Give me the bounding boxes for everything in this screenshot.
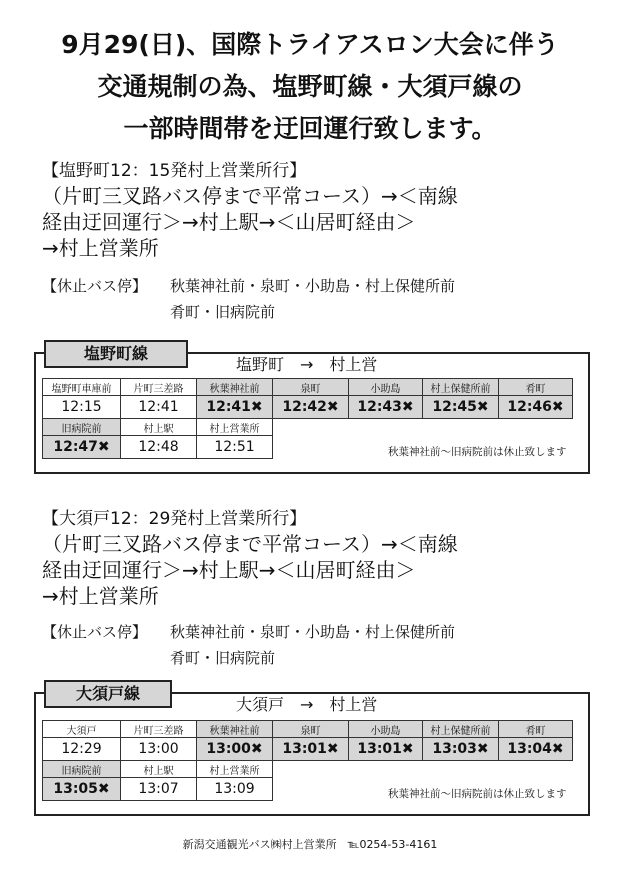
timetable-note: 秋葉神社前～旧病院前は休止致します [388, 787, 567, 800]
stop-name: 泉町 [273, 379, 349, 396]
cancel-icon: ✖ [326, 399, 339, 415]
stop-name: 肴町 [499, 379, 573, 396]
cancel-icon: ✖ [97, 781, 110, 797]
cancel-icon: ✖ [551, 399, 564, 415]
table-row [43, 721, 573, 738]
departure-time: 13:03✖ [423, 738, 499, 761]
departure-time: 12:41✖ [197, 396, 273, 419]
departure-time: 13:00✖ [197, 738, 273, 761]
departure-time: 12:29 [43, 738, 121, 761]
section-2-suspended-label: 【休止バス停】 [42, 623, 148, 641]
cancel-icon: ✖ [401, 741, 414, 757]
departure-time: 12:15 [43, 396, 121, 419]
stop-name: 小助島 [349, 379, 423, 396]
departure-time: 13:05✖ [43, 778, 121, 801]
section-1-route-line-2: 経由迂回運行＞→村上駅→＜山居町経由＞ [42, 210, 416, 234]
stop-name: 村上駅 [121, 419, 197, 436]
departure-time: 13:04✖ [499, 738, 573, 761]
stop-name: 片町三差路 [121, 379, 197, 396]
section-1-route-line-3: →村上営業所 [42, 236, 159, 260]
departure-time: 12:51 [197, 436, 273, 459]
stop-name: 片町三差路 [121, 721, 197, 738]
stop-name: 肴町 [499, 721, 573, 738]
stop-name: 旧病院前 [43, 761, 121, 778]
section-2-line-name: 大須戸線 [44, 680, 172, 708]
headline-line-1: 9月29(日)、国際トライアスロン大会に伴う [61, 30, 559, 59]
departure-time: 13:07 [121, 778, 197, 801]
departure-time: 12:48 [121, 436, 197, 459]
section-1-line-name: 塩野町線 [44, 340, 188, 368]
section-2-suspended-stops-1: 秋葉神社前・泉町・小助島・村上保健所前 [170, 623, 456, 641]
headline-line-3: 一部時間帯を迂回運行致します。 [123, 114, 497, 143]
table-row [43, 738, 573, 761]
table-row [43, 778, 573, 801]
departure-time: 12:43✖ [349, 396, 423, 419]
stop-name: 旧病院前 [43, 419, 121, 436]
cancel-icon: ✖ [250, 741, 263, 757]
section-1-suspended-label: 【休止バス停】 [42, 277, 148, 295]
section-1-suspended-stops-2: 肴町・旧病院前 [170, 303, 276, 321]
section-2-timetable [42, 720, 573, 801]
cancel-icon: ✖ [551, 741, 564, 757]
section-1-title: 【塩野町12：15発村上営業所行】 [42, 161, 307, 181]
cancel-icon: ✖ [401, 399, 414, 415]
section-1-direction: 塩野町 → 村上営 [236, 355, 378, 374]
departure-time: 13:01✖ [273, 738, 349, 761]
table-row [43, 419, 573, 436]
departure-time: 13:01✖ [349, 738, 423, 761]
stop-name: 村上保健所前 [423, 721, 499, 738]
section-1-timetable [42, 378, 573, 459]
empty-cell [273, 761, 573, 778]
stop-name: 秋葉神社前 [197, 721, 273, 738]
stop-name: 村上営業所 [197, 761, 273, 778]
cancel-icon: ✖ [97, 439, 110, 455]
table-row [43, 396, 573, 419]
departure-time: 12:42✖ [273, 396, 349, 419]
headline-line-2: 交通規制の為、塩野町線・大須戸線の [97, 72, 523, 101]
stop-name: 塩野町車庫前 [43, 379, 121, 396]
section-2-route-line-1: （片町三叉路バス停まで平常コース）→＜南線 [42, 532, 458, 556]
stop-name: 泉町 [273, 721, 349, 738]
stop-name: 村上営業所 [197, 419, 273, 436]
section-2-route-line-2: 経由迂回運行＞→村上駅→＜山居町経由＞ [42, 558, 416, 582]
cancel-icon: ✖ [326, 741, 339, 757]
stop-name: 秋葉神社前 [197, 379, 273, 396]
stop-name: 小助島 [349, 721, 423, 738]
stop-name: 村上駅 [121, 761, 197, 778]
cancel-icon: ✖ [476, 399, 489, 415]
section-2-route-line-3: →村上営業所 [42, 584, 159, 608]
departure-time: 12:45✖ [423, 396, 499, 419]
section-2-direction: 大須戸 → 村上営 [236, 695, 378, 714]
table-row [43, 436, 573, 459]
departure-time: 13:09 [197, 778, 273, 801]
section-2-title: 【大須戸12：29発村上営業所行】 [42, 509, 307, 529]
departure-time: 12:41 [121, 396, 197, 419]
cancel-icon: ✖ [476, 741, 489, 757]
table-row [43, 761, 573, 778]
stop-name: 村上保健所前 [423, 379, 499, 396]
timetable-note: 秋葉神社前～旧病院前は休止致します [388, 445, 567, 458]
departure-time: 13:00 [121, 738, 197, 761]
departure-time: 12:46✖ [499, 396, 573, 419]
table-row [43, 379, 573, 396]
section-1-suspended-stops-1: 秋葉神社前・泉町・小助島・村上保健所前 [170, 277, 456, 295]
empty-cell [273, 419, 573, 436]
section-2-suspended-stops-2: 肴町・旧病院前 [170, 649, 276, 667]
cancel-icon: ✖ [250, 399, 263, 415]
departure-time: 12:47✖ [43, 436, 121, 459]
section-1-route-line-1: （片町三叉路バス停まで平常コース）→＜南線 [42, 184, 458, 208]
stop-name: 大須戸 [43, 721, 121, 738]
footer-contact: 新潟交通観光バス㈱村上営業所 ℡0254-53-4161 [182, 838, 438, 851]
